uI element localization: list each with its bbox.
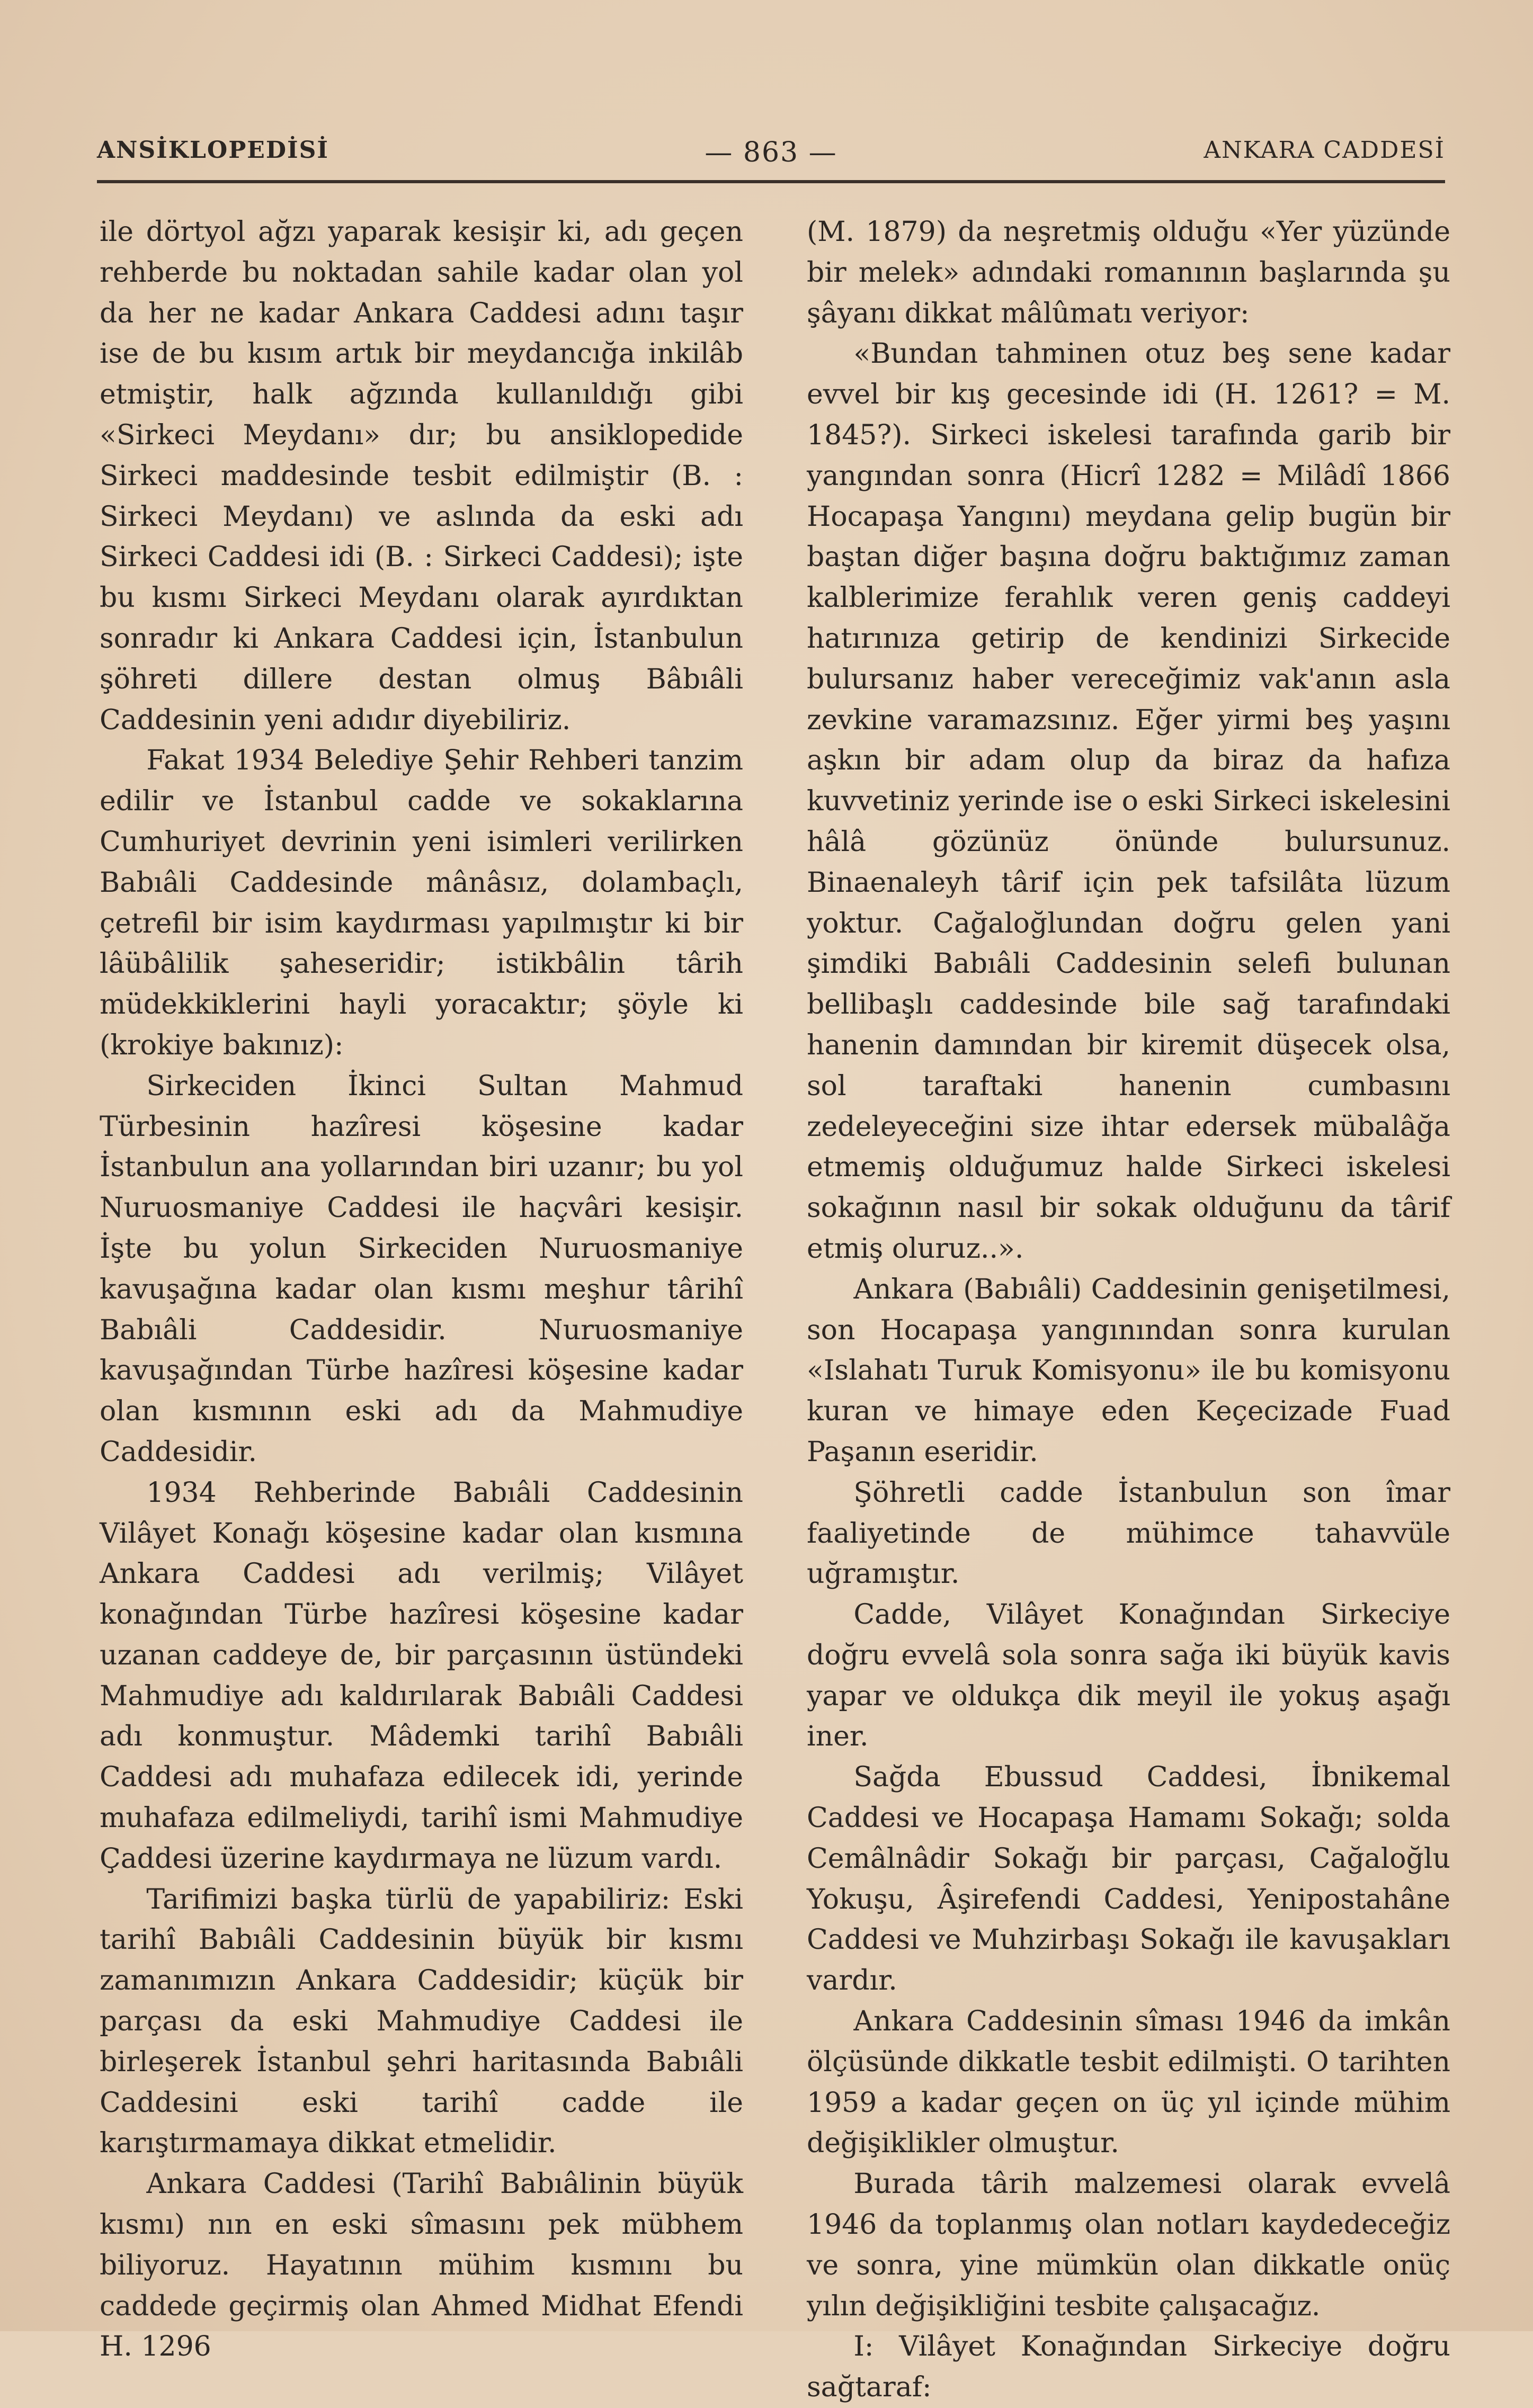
paragraph: Ankara Caddesinin sîması 1946 da imkân ölçüsünde dikkatle tesbit edilmişti. O tarihten 1959 a kadar geçen on üç yıl içinde mühim değişiklikler olmuştur.: [807, 2006, 1450, 2160]
paragraph: I: Vilâyet Konağından Sirkeciye doğru sağtaraf:: [807, 2331, 1450, 2404]
paragraph: Ankara Caddesi (Tarihî Babıâlinin büyük kısmı) nın en eski sîmasını pek mübhem biliyoruz. Hayatının mühim kısmını bu caddede geçirmiş olan Ahmed Midhat Efendi H. 1296: [100, 2168, 743, 2363]
left-column: [100, 212, 743, 2367]
paragraph: Burada târih malzemesi olarak evvelâ 1946 da toplanmış olan notları kaydedeceğiz ve sonra, yine mümkün olan dikkatle onüç yılın değişikliğini tesbite çalışacağız.: [807, 2168, 1450, 2322]
paragraph: Cadde, Vilâyet Konağından Sirkeciye doğru evvelâ sola sonra sağa iki büyük kavis yapar ve oldukça dik meyil ile yokuş aşağı iner.: [807, 1599, 1450, 1753]
paragraph: Sirkeciden İkinci Sultan Mahmud Türbesinin hazîresi köşesine kadar İstanbulun ana yollarından biri uzanır; bu yol Nuruosmaniye Caddesi ile haçvâri kesişir. İşte bu yolun Sirkeciden Nuruosmaniye kavuşağına kadar olan kısmı meşhur târihî Babıâli Caddesidir. Nuruosmaniye kavuşağından Türbe hazîresi köşesine kadar olan kısmının eski adı da Mahmudiye Caddesidir.: [100, 1070, 743, 1468]
paragraph: Şöhretli cadde İstanbulun son îmar faaliyetinde de mühimce tahavvüle uğramıştır.: [807, 1476, 1450, 1590]
header-left: ANSİKLOPEDİSİ: [97, 137, 329, 164]
paragraph: Ankara (Babıâli) Caddesinin genişetilmesi, son Hocapaşa yangınından sonra kurulan «Islahatı Turuk Komisyonu» ile bu komisyonu kuran ve himaye eden Keçecizade Fuad Paşanın eseridir.: [807, 1273, 1450, 1468]
paragraph: Fakat 1934 Belediye Şehir Rehberi tanzim edilir ve İstanbul cadde ve sokaklarına Cumhuriyet devrinin yeni isimleri verilirken Babıâli Caddesinde mânâsız, dolambaçlı, çetrefil bir isim kaydırması yapılmıştır ki bir lâübâlilik şaheseridir; istikbâlin târih müdekkiklerini hayli yoracaktır; şöyle ki (krokiye bakınız):: [100, 745, 743, 1061]
paragraph: Tarifimizi başka türlü de yapabiliriz: Eski tarihî Babıâli Caddesinin büyük bir kısmı zamanımızın Ankara Caddesidir; küçük bir parçası da eski Mahmudiye Caddesi ile birleşerek İstanbul şehri haritasında Babıâli Caddesini eski tarihî cadde ile karıştırmamaya dikkat etmelidir.: [100, 1883, 743, 2160]
paragraph: «Bundan tahminen otuz beş sene kadar evvel bir kış gecesinde idi (H. 1261? = M. 1845?). Sirkeci iskelesi tarafında garib bir yangından sonra (Hicrî 1282 = Milâdî 1866 Hocapaşa Yangını) meydana gelip bugün bir baştan diğer başına doğru baktığımız zaman kalblerimize ferahlık veren geniş caddeyi hatırınıza getirip de kendinizi Sirkecide bulursanız haber vereceğimiz vak'anın asla zevkine varamazsınız. Eğer yirmi beş yaşını aşkın bir adam olup da biraz da hafıza kuvvetiniz yerinde ise o eski Sirkeci iskelesini hâlâ gözünüz önünde bulursunuz. Binaenaleyh târif için pek tafsilâta lüzum yoktur. Cağaloğlundan doğru gelen yani şimdiki Babıâli Caddesinin selefi bulunan bellibaşlı caddesinde bile sağ tarafındaki hanenin damından bir kiremit düşecek olsa, sol taraftaki hanenin cumbasını zedeleyeceğini size ihtar edersek mübalâğa etmemiş olduğumuz halde Sirkeci iskelesi sokağının nasıl bir sokak olduğunu da târif etmiş oluruz..».: [807, 338, 1450, 1265]
paragraph: Sağda Ebussud Caddesi, İbnikemal Caddesi ve Hocapaşa Hamamı Sokağı; solda Cemâlnâdir Sokağı bir parçası, Cağaloğlu Yokuşu, Âşirefendi Caddesi, Yenipostahâne Caddesi ve Muhzirbaşı Sokağı ile kavuşakları vardır.: [807, 1761, 1450, 1997]
running-head: [97, 137, 1445, 174]
header-right: ANKARA CADDESİ: [1204, 137, 1445, 164]
header-rule: [97, 180, 1445, 183]
paragraph: 1934 Rehberinde Babıâli Caddesinin Vilâyet Konağı köşesine kadar olan kısmına Ankara Caddesi adı verilmiş; Vilâyet konağından Türbe hazîresi köşesine kadar uzanan caddeye de, bir parçasının üstündeki Mahmudiye adı kaldırılarak Babıâli Caddesi adı konmuştur. Mâdemki tarihî Babıâli Caddesi adı muhafaza edilecek idi, yerinde muhafaza edilmeliydi, tarihî ismi Mahmudiye Çaddesi üzerine kaydırmaya ne lüzum vardı.: [100, 1476, 743, 1875]
page-number: — 863 —: [705, 137, 837, 168]
paragraph: ile dörtyol ağzı yaparak kesişir ki, adı geçen rehberde bu noktadan sahile kadar olan yol da her ne kadar Ankara Caddesi adını taşır ise de bu kısım artık bir meydancığa inkilâb etmiştir, halk ağzında kullanıldığı gibi «Sirkeci Meydanı» dır; bu ansiklopedide Sirkeci maddesinde tesbit edilmiştir (B. : Sirkeci Meydanı) ve aslında da eski adı Sirkeci Caddesi idi (B. : Sirkeci Caddesi); işte bu kısmı Sirkeci Meydanı olarak ayırdıktan sonradır ki Ankara Caddesi için, İstanbulun şöhreti dillere destan olmuş Bâbıâli Caddesinin yeni adıdır diyebiliriz.: [100, 216, 743, 736]
right-column: [807, 212, 1450, 2408]
paragraph: (M. 1879) da neşretmiş olduğu «Yer yüzünde bir melek» adındaki romanının başlarında şu şâyanı dikkat mâlûmatı veriyor:: [807, 216, 1450, 329]
